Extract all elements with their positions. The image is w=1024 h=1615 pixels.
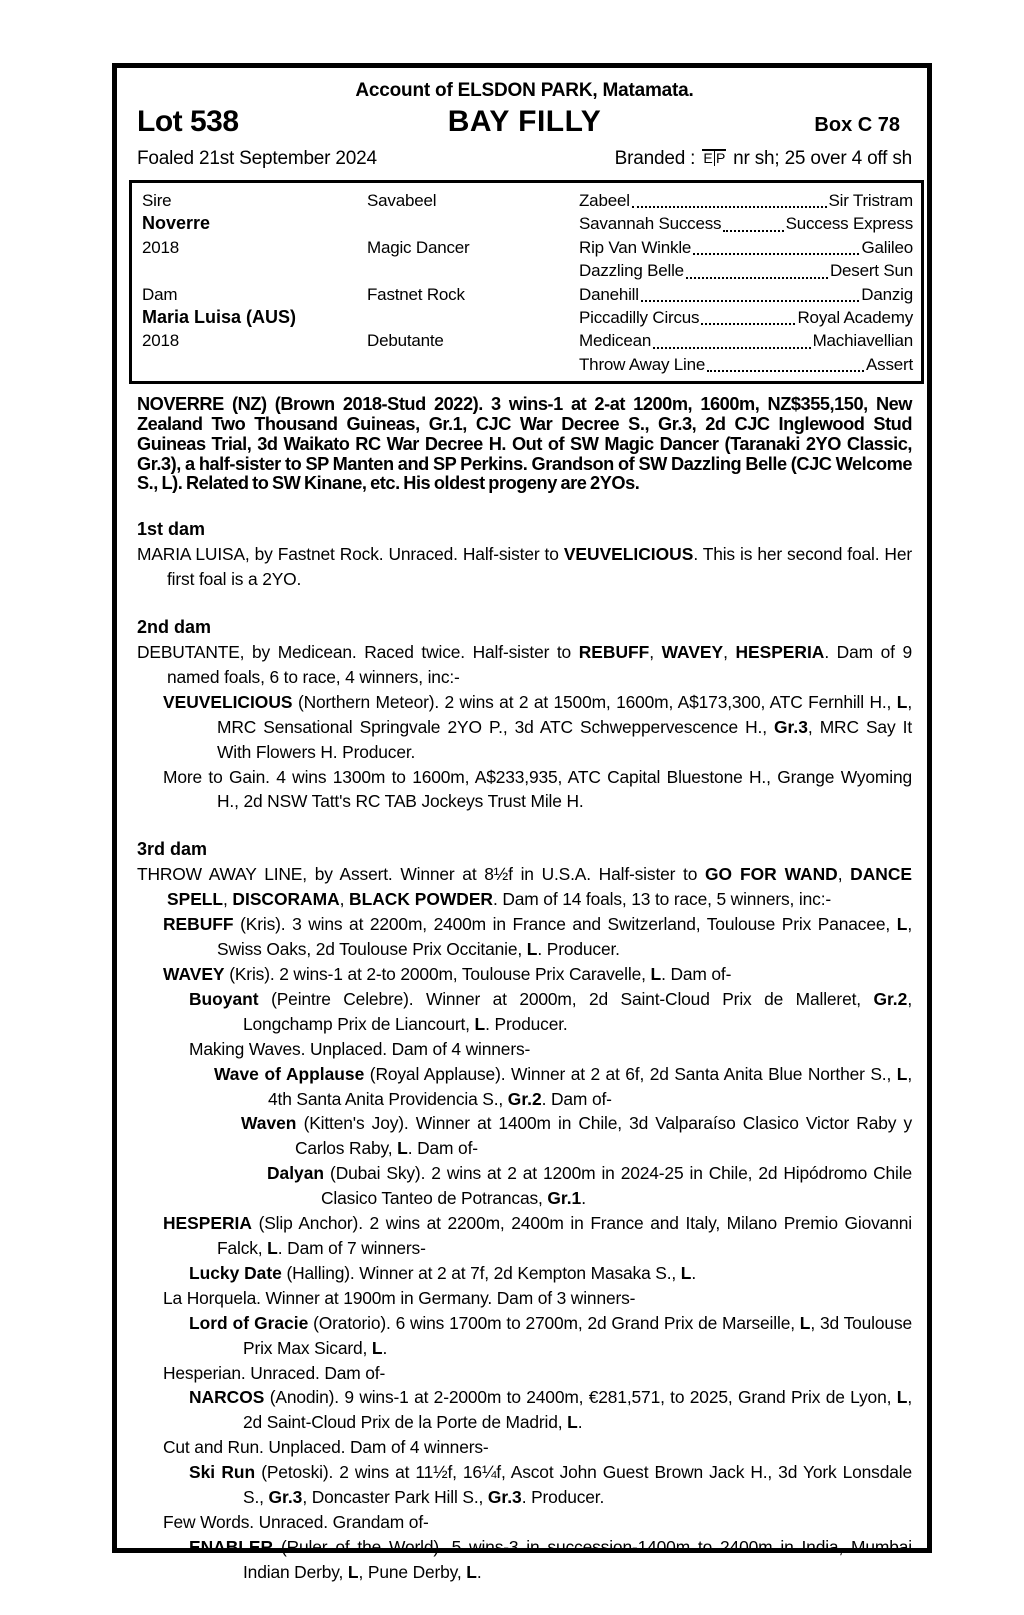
entry-text: , Swiss Oaks, 2d Toulouse Prix Occitanie, — [217, 914, 912, 960]
brand-mark-icon — [702, 149, 726, 166]
stakes-name: BLACK POWDER — [349, 889, 493, 910]
ancestor-sire: Machiavellian — [812, 331, 913, 351]
entry-text: , — [723, 642, 736, 663]
ancestor-sire: Desert Sun — [829, 261, 913, 281]
foaled-row — [137, 148, 912, 170]
entry-text: . — [581, 1188, 586, 1209]
pedigree-ancestor-cell — [579, 306, 913, 329]
entry-text: . Dam of- — [541, 1088, 612, 1109]
entry-text: , Doncaster Park Hill S., — [302, 1487, 488, 1508]
entry-text: , — [223, 889, 233, 910]
entry-text: . — [476, 1561, 482, 1582]
stakes-name: HESPERIA — [163, 1213, 252, 1234]
entry-text: THROW AWAY LINE, by Assert. Winner at 8½f in U.S.A. Half-sister to — [137, 864, 706, 885]
entry-text: . Producer. — [485, 1013, 568, 1034]
account-line: Account of ELSDON PARK, Matamata. — [355, 80, 694, 101]
lot-number: Lot 538 — [137, 105, 239, 138]
stakes-name: Buoyant — [189, 988, 259, 1009]
pedigree-entry — [137, 1535, 912, 1585]
dam-section — [137, 837, 912, 1584]
branded-info — [615, 148, 912, 170]
ancestor-sire: Success Express — [785, 214, 913, 234]
pedigree-entry — [137, 1435, 912, 1460]
stakes-name: Wave of Applause — [214, 1063, 365, 1084]
stakes-name: Ski Run — [189, 1462, 256, 1483]
entry-text: , 2d Saint-Cloud Prix de la Porte de Madrid, — [243, 1387, 912, 1433]
ancestor-name: Zabeel — [579, 191, 630, 210]
stakes-name: Gr.1 — [547, 1188, 582, 1209]
entry-text: Few Words. Unraced. Grandam of- — [163, 1511, 429, 1532]
branded-description: nr sh; 25 over 4 off sh — [728, 148, 912, 169]
pedigree-ancestor-cell — [579, 259, 913, 282]
dam-section — [137, 615, 912, 814]
entry-text: (Kris). 2 wins-1 at 2-to 2000m, Toulouse Prix Caravelle, — [224, 964, 651, 985]
stakes-name: L — [347, 1561, 359, 1582]
lot-row — [137, 105, 912, 139]
brand-letter-e: E — [703, 151, 715, 166]
pedigree-entry — [137, 542, 912, 592]
stakes-name: L — [466, 1561, 477, 1582]
entry-text: (Kris). 3 wins at 2200m, 2400m in France and Switzerland, Toulouse Prix Panacee, — [233, 914, 897, 935]
entry-text: , — [837, 864, 851, 885]
pedigree-entry — [137, 987, 912, 1037]
pedigree-row — [142, 212, 913, 235]
pedigree-ancestor-cell — [579, 212, 913, 235]
ancestor-name: Piccadilly Circus — [579, 308, 700, 328]
leader-dots — [653, 347, 810, 349]
pedigree-parent-cell — [367, 353, 579, 376]
entry-text: (Kitten's Joy). Winner at 1400m in Chile, 3d Valparaíso Clasico Victor Raby y Carlos Raby, — [295, 1113, 912, 1159]
pedigree-entry — [137, 962, 912, 987]
pedigree-ancestor-cell — [579, 236, 913, 259]
section-heading: 2nd dam — [137, 617, 212, 638]
entry-text: , — [649, 642, 662, 663]
entry-text: . — [691, 1262, 697, 1283]
entry-text: , MRC Say It With Flowers H. Producer. — [217, 716, 912, 762]
ancestor-name: Savannah Success — [579, 214, 722, 234]
ancestor-sire: Royal Academy — [797, 308, 913, 328]
ancestor-sire: Galileo — [861, 237, 913, 257]
pedigree-entry — [137, 1261, 912, 1286]
stakes-name: Gr.3 — [268, 1487, 303, 1508]
entry-text: , MRC Sensational Springvale 2YO P., 3d ATC Schweppervescence H., — [217, 691, 912, 737]
entry-text: Hesperian. Unraced. Dam of- — [163, 1362, 386, 1383]
pedigree-parent-cell: Savabeel — [367, 191, 437, 210]
pedigree-horse-cell: Noverre — [142, 213, 211, 234]
entry-text: DEBUTANTE, by Medicean. Raced twice. Half-sister to — [137, 642, 579, 663]
pedigree-ancestor-cell — [579, 189, 913, 212]
pedigree-entry — [137, 1111, 912, 1161]
stakes-name: Gr.3 — [487, 1487, 522, 1508]
pedigree-entry — [137, 1510, 912, 1535]
stakes-name: L — [397, 1138, 408, 1159]
pedigree-entry — [137, 640, 912, 690]
stakes-name: Gr.2 — [507, 1088, 542, 1109]
pedigree-horse-cell: Sire — [142, 191, 172, 210]
ancestor-name: Rip Van Winkle — [579, 237, 692, 257]
leader-dots — [723, 230, 783, 232]
pedigree-entry — [137, 1286, 912, 1311]
entry-text: La Horquela. Winner at 1900m in Germany. Dam of 3 winners- — [163, 1287, 636, 1308]
pedigree-parent-cell — [367, 306, 579, 329]
catalogue-frame — [112, 63, 932, 1582]
pedigree-row — [142, 236, 913, 259]
pedigree-ancestor-cell — [579, 353, 913, 376]
pedigree-row — [142, 259, 913, 282]
pedigree-row — [142, 283, 913, 306]
pedigree-row — [142, 189, 913, 212]
brand-letter-p: P — [715, 150, 726, 166]
pedigree-ancestor-cell — [579, 329, 913, 352]
stakes-name: L — [650, 964, 662, 985]
pedigree-entry — [137, 1211, 912, 1261]
ancestor-sire: Sir Tristram — [828, 191, 913, 210]
stakes-name: VEUVELICIOUS — [163, 691, 293, 712]
ancestor-name: Medicean — [579, 331, 652, 351]
pedigree-row — [142, 306, 913, 329]
pedigree-parent-cell — [367, 212, 579, 235]
entry-text: (Halling). Winner at 2 at 7f, 2d Kempton Masaka S., — [281, 1262, 681, 1283]
section-heading: 3rd dam — [137, 839, 208, 860]
entry-text: , 3d Toulouse Prix Max Sicard, — [243, 1312, 913, 1358]
pedigree-ancestor-cell — [579, 283, 913, 306]
stakes-name: Lord of Gracie — [189, 1312, 309, 1333]
pedigree-parent-cell — [367, 259, 579, 282]
stakes-name: Dalyan — [267, 1163, 325, 1184]
entry-text: (Northern Meteor). 2 wins at 2 at 1500m, 1600m, A$173,300, ATC Fernhill H., — [292, 691, 897, 712]
pedigree-horse-cell: 2018 — [142, 331, 180, 351]
stakes-name: REBUFF — [578, 642, 650, 663]
pedigree-box — [129, 180, 924, 384]
entry-text: (Petoski). 2 wins at 11½f, 16¼f, Ascot John Guest Brown Jack H., 3d York Lonsdale S., — [243, 1462, 912, 1508]
entry-text: , Longchamp Prix de Liancourt, — [243, 988, 912, 1034]
entry-text: . — [382, 1337, 388, 1358]
ancestor-name: Throw Away Line — [579, 354, 706, 374]
leader-dots — [641, 300, 859, 302]
ancestor-sire: Danzig — [861, 284, 913, 304]
pedigree-entry — [137, 1062, 912, 1112]
stakes-name: Gr.2 — [873, 988, 908, 1009]
pedigree-parent-cell: Magic Dancer — [367, 237, 470, 257]
stakes-name: L — [896, 914, 908, 935]
stakes-name: Lucky Date — [189, 1262, 282, 1283]
leader-dots — [686, 277, 828, 279]
stakes-name: L — [267, 1237, 278, 1258]
pedigree-horse-cell: Dam — [142, 284, 178, 304]
dam-sections — [137, 517, 912, 1584]
ancestor-name: Dazzling Belle — [579, 261, 684, 281]
entry-text: . Dam of 7 winners- — [277, 1237, 426, 1258]
entry-text: More to Gain. 4 wins 1300m to 1600m, A$233,935, ATC Capital Bluestone H., Grange Wyoming H., 2d NSW Tatt's RC TAB Jockeys Trust Mile H. — [163, 766, 912, 812]
entry-text: (Anodin). 9 wins-1 at 2-2000m to 2400m, €281,571, to 2025, Grand Prix de Lyon, — [264, 1387, 897, 1408]
stakes-name: ENABLER — [189, 1536, 274, 1557]
entry-text: , — [339, 889, 350, 910]
entry-text: (Royal Applause). Winner at 2 at 6f, 2d Santa Anita Blue Norther S., — [364, 1063, 897, 1084]
pedigree-entry — [137, 1361, 912, 1386]
stakes-name: L — [896, 1387, 908, 1408]
entry-text: . Dam of- — [661, 964, 732, 985]
leader-dots — [632, 206, 827, 208]
entry-text: MARIA LUISA, by Fastnet Rock. Unraced. Half-sister to — [137, 544, 564, 565]
stakes-name: WAVEY — [163, 964, 225, 985]
stakes-name: Gr.3 — [774, 716, 808, 737]
pedigree-horse-cell: 2018 — [142, 237, 180, 257]
pedigree-entry — [137, 862, 912, 912]
stakes-name: L — [371, 1337, 383, 1358]
entry-text: (Peintre Celebre). Winner at 2000m, 2d Saint-Cloud Prix de Malleret, — [258, 988, 874, 1009]
stakes-name: L — [896, 1063, 908, 1084]
leader-dots — [693, 253, 859, 255]
stakes-name: DISCORAMA — [232, 889, 340, 910]
pedigree-entry — [137, 1385, 912, 1435]
branded-label: Branded : — [614, 148, 701, 169]
sire-summary: NOVERRE (NZ) (Brown 2018-Stud 2022). 3 wins-1 at 2-at 1200m, 1600m, NZ$355,150, New Zealand Two Thousand Guineas, Gr.1, CJC War Decree S., Gr.3, 2d CJC Inglewood Stud Guineas Trial, 3d Waikato RC War Decree H. Out of SW Magic Dancer (Taranaki 2YO Classic, Gr.3), a half-sister to SP Manten and SP Perkins. Grandson of SW Dazzling Belle (CJC Welcome S., L). Related to SW Kinane, etc. His oldest progeny are 2YOs. — [137, 394, 912, 494]
leader-dots — [701, 323, 795, 325]
stakes-name: HESPERIA — [735, 642, 825, 663]
pedigree-entry — [137, 1037, 912, 1062]
entry-text: (Slip Anchor). 2 wins at 2200m, 2400m in France and Italy, Milano Premio Giovanni Falck, — [217, 1213, 912, 1258]
stakes-name: L — [680, 1262, 692, 1283]
stakes-name: L — [526, 939, 538, 960]
stakes-name: REBUFF — [163, 914, 234, 935]
box-number: Box C 78 — [814, 114, 900, 136]
pedigree-horse-cell: Maria Luisa (AUS) — [142, 307, 297, 328]
entry-text: . — [577, 1412, 583, 1433]
entry-text: , 4th Santa Anita Providencia S., — [268, 1063, 913, 1109]
ancestor-sire: Assert — [866, 354, 913, 374]
dam-section — [137, 517, 912, 592]
pedigree-entry — [137, 1311, 912, 1361]
pedigree-entry — [137, 690, 912, 765]
stakes-name: NARCOS — [189, 1387, 265, 1408]
stakes-name: L — [896, 691, 908, 712]
page-title: BAY FILLY — [447, 105, 602, 138]
stakes-name: GO FOR WAND — [705, 864, 838, 885]
stakes-name: WAVEY — [661, 642, 724, 663]
stakes-name: L — [474, 1013, 486, 1034]
entry-text: , Pune Derby, — [358, 1561, 467, 1582]
pedigree-entry — [137, 1161, 912, 1211]
pedigree-parent-cell: Debutante — [367, 331, 444, 351]
stakes-name: VEUVELICIOUS — [563, 544, 694, 565]
section-heading: 1st dam — [137, 519, 206, 540]
pedigree-entry — [137, 1460, 912, 1510]
stakes-name: DANCE SPELL — [167, 864, 912, 910]
stakes-name: L — [799, 1312, 811, 1333]
entry-text: (Dubai Sky). 2 wins at 2 at 1200m in 2024-25 in Chile, 2d Hipódromo Chile Clasico Tanteo de Potrancas, — [321, 1163, 912, 1209]
stakes-name: Waven — [241, 1113, 297, 1134]
leader-dots — [707, 370, 864, 372]
pedigree-horse-cell — [142, 353, 367, 376]
entry-text: (Ruler of the World). 5 wins-3 in succession-1400m to 2400m in India, Mumbai Indian Derby, — [243, 1536, 912, 1582]
foaled-date: Foaled 21st September 2024 — [137, 148, 377, 169]
entry-text: . Dam of 14 foals, 13 to race, 5 winners, inc:- — [493, 889, 832, 910]
pedigree-entry — [137, 765, 912, 815]
entry-text: . This is her second foal. Her first foal is a 2YO. — [167, 544, 913, 590]
entry-text: Making Waves. Unplaced. Dam of 4 winners- — [189, 1038, 531, 1059]
entry-text: Cut and Run. Unplaced. Dam of 4 winners- — [163, 1437, 489, 1458]
entry-text: . Producer. — [521, 1487, 605, 1508]
stakes-name: L — [567, 1412, 578, 1433]
entry-text: . Dam of- — [407, 1138, 478, 1159]
pedigree-entry — [137, 912, 912, 962]
entry-text: . Dam of 9 named foals, 6 to race, 4 winners, inc:- — [167, 642, 912, 687]
pedigree-row — [142, 353, 913, 376]
entry-text: (Oratorio). 6 wins 1700m to 2700m, 2d Grand Prix de Marseille, — [308, 1312, 800, 1333]
pedigree-row — [142, 329, 913, 352]
pedigree-horse-cell — [142, 259, 367, 282]
pedigree-parent-cell: Fastnet Rock — [367, 284, 465, 304]
ancestor-name: Danehill — [579, 284, 639, 304]
entry-text: . Producer. — [537, 939, 620, 960]
